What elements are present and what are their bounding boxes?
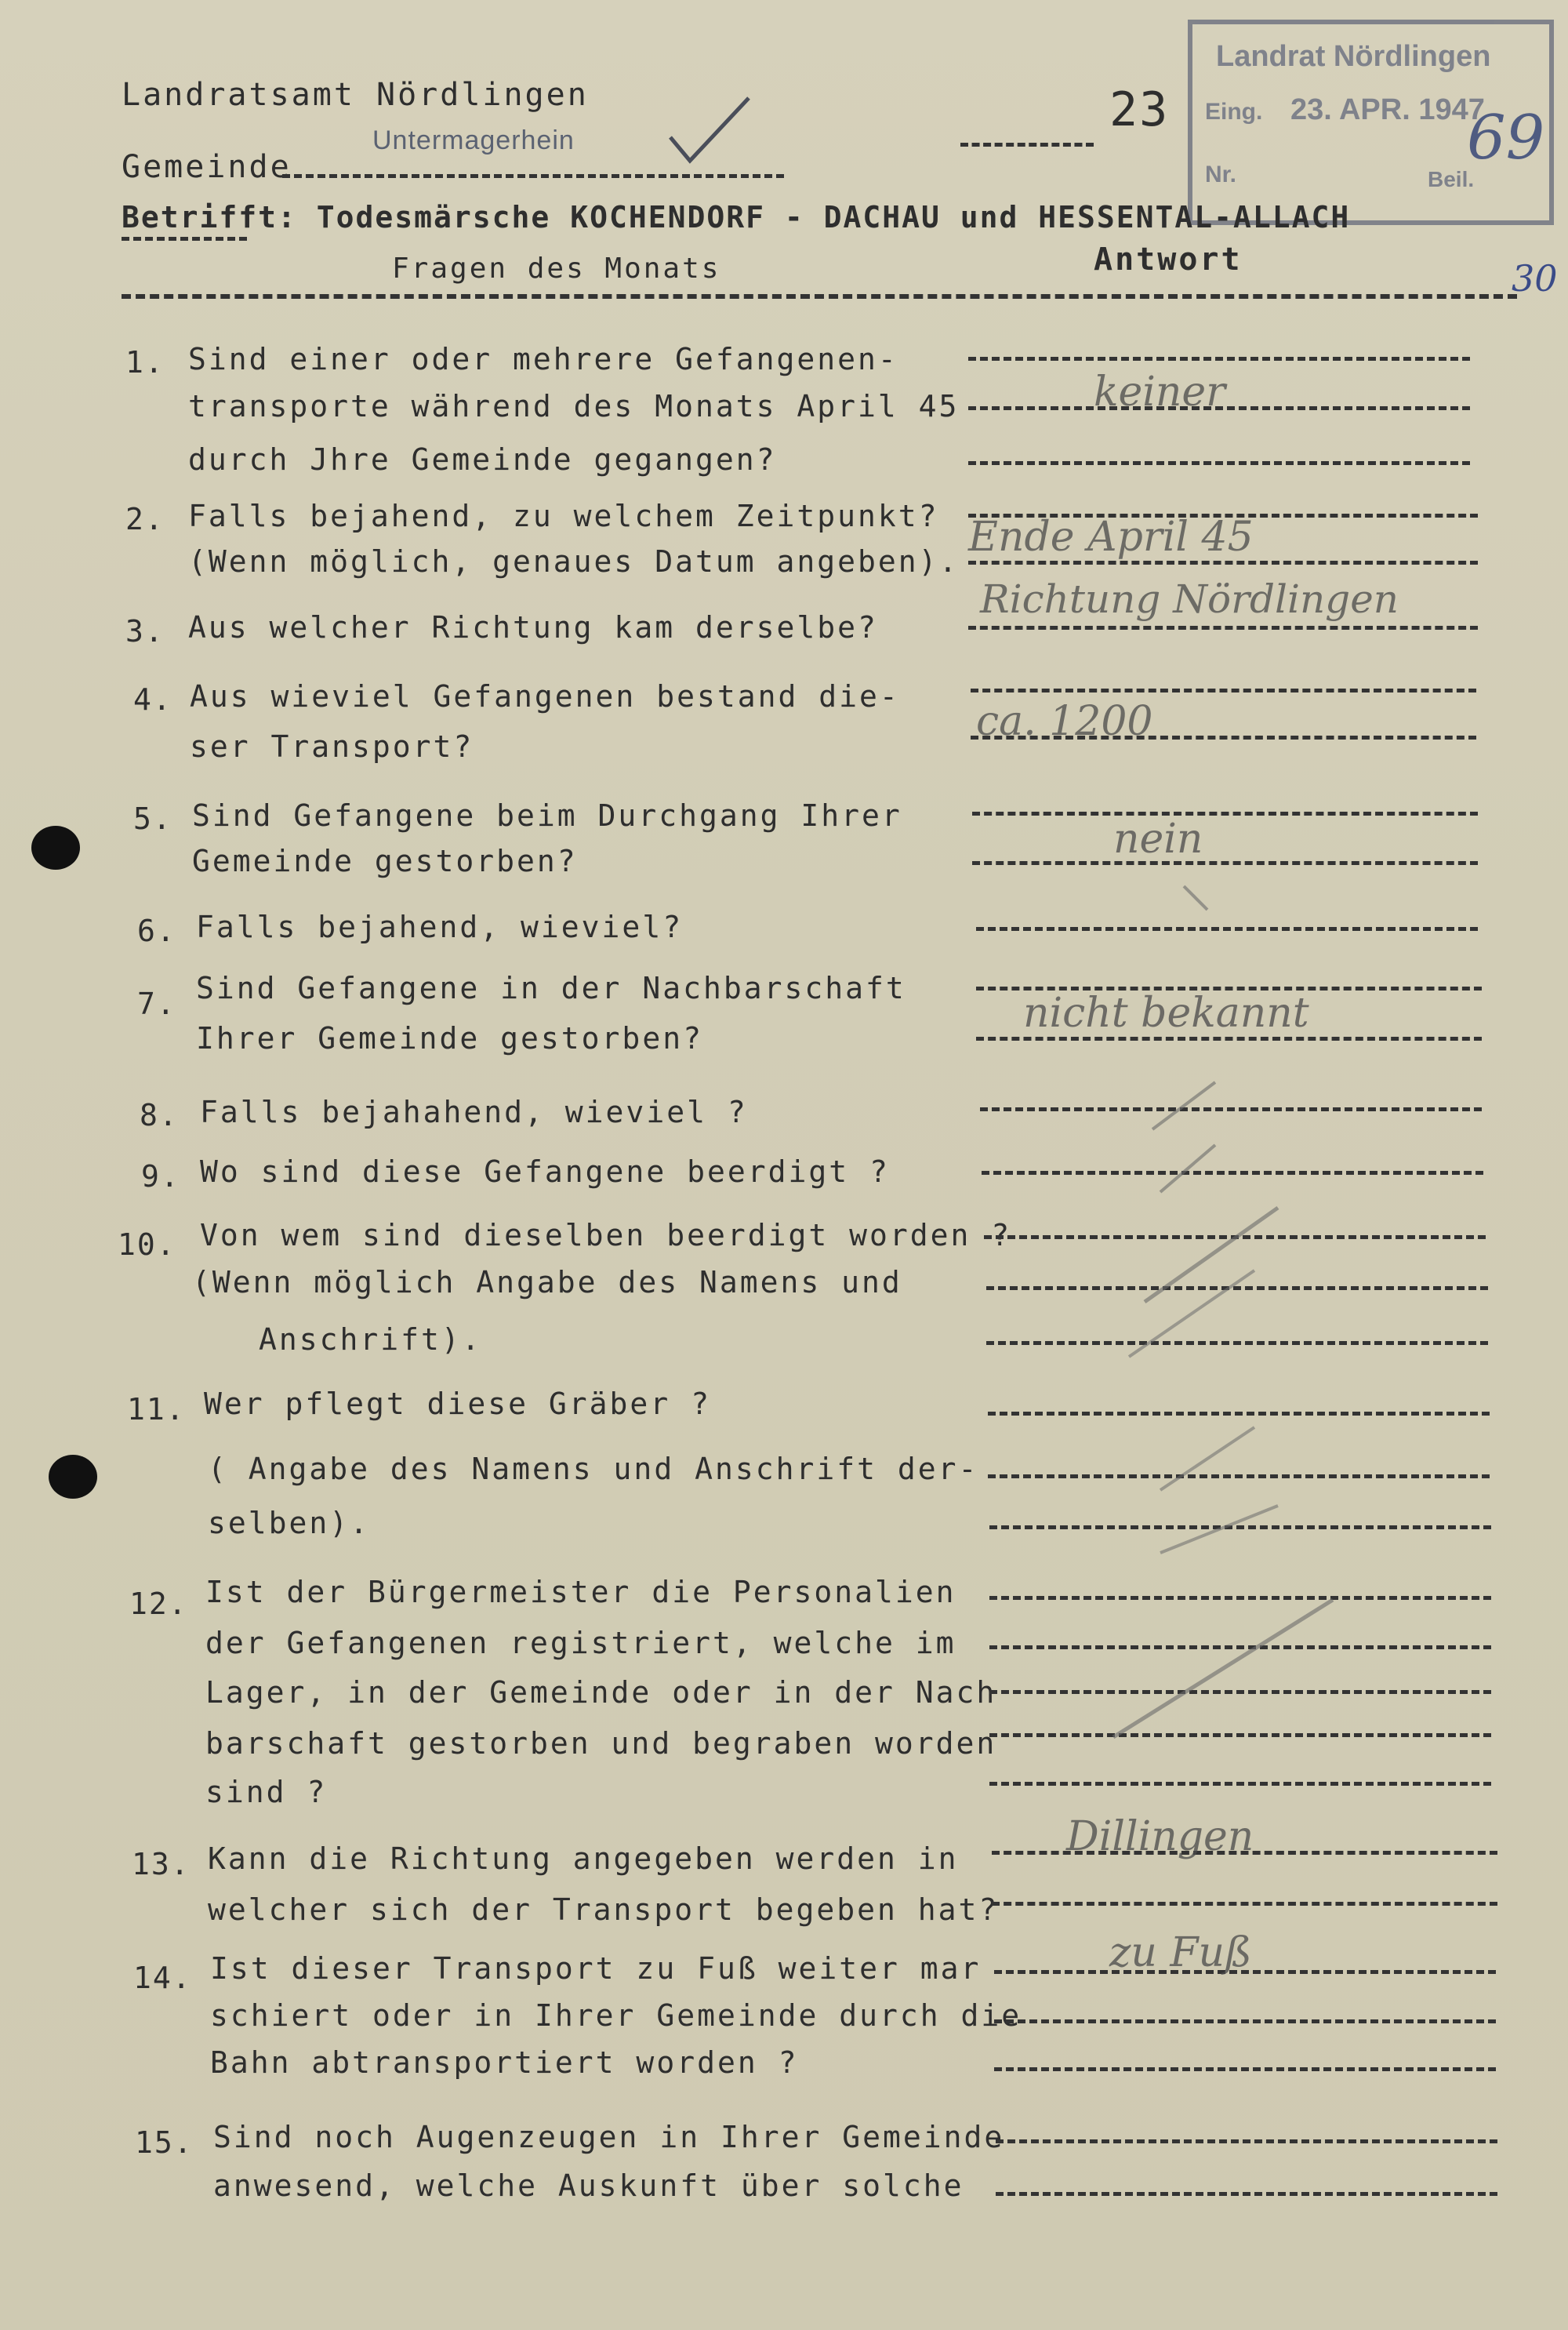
question-number-11: 11. (127, 1392, 186, 1427)
answer-line (996, 2139, 1497, 2143)
answer-2: Ende April 45 (968, 514, 1254, 561)
question-14-line-2: schiert oder in Ihrer Gemeinde durch die (210, 1998, 1022, 2033)
column-answer-header: Antwort (1094, 242, 1243, 278)
received-stamp (1188, 20, 1554, 225)
question-number-5: 5. (133, 802, 172, 836)
question-11-line-3: selben). (208, 1506, 371, 1540)
question-3-line-1: Aus welcher Richtung kam derselbe? (188, 610, 878, 645)
answer-line (972, 812, 1478, 816)
question-number-8: 8. (140, 1098, 179, 1132)
question-10-line-1: Von wem sind dieselben beerdigt worden ? (200, 1218, 1012, 1252)
answer-line (968, 626, 1478, 630)
punch-hole (31, 826, 80, 870)
question-5-line-2: Gemeinde gestorben? (192, 844, 578, 878)
question-number-3: 3. (125, 614, 165, 649)
question-4-line-2: ser Transport? (190, 729, 474, 764)
column-questions-header: Fragen des Monats (392, 253, 721, 285)
question-7-line-2: Ihrer Gemeinde gestorben? (196, 1021, 703, 1056)
answer-line (968, 561, 1478, 565)
question-number-14: 14. (133, 1961, 192, 1995)
subject-underline (122, 237, 247, 241)
question-number-13: 13. (132, 1847, 191, 1881)
question-15-line-1: Sind noch Augenzeugen in Ihrer Gemeinde (213, 2120, 1005, 2154)
question-12-line-3: Lager, in der Gemeinde oder in der Nach (205, 1675, 997, 1710)
margin-number: 30 (1512, 257, 1558, 300)
gemeinde-underline (282, 174, 784, 178)
stamp-beil-label: Beil. (1428, 167, 1475, 191)
question-13-line-2: welcher sich der Transport begeben hat? (208, 1892, 1000, 1927)
question-2-line-1: Falls bejahend, zu welchem Zeitpunkt? (188, 499, 939, 533)
question-number-9: 9. (141, 1159, 180, 1194)
question-14-line-3: Bahn abtransportiert worden ? (210, 2045, 799, 2080)
stamp-date: 23. APR. 1947 (1290, 93, 1485, 126)
question-number-6: 6. (137, 914, 176, 948)
answer-5: nein (1113, 816, 1203, 863)
question-number-10: 10. (118, 1227, 176, 1262)
question-11-line-2: ( Angabe des Namens und Anschrift der- (208, 1452, 979, 1486)
answer-14: zu Fuß (1109, 1929, 1252, 1976)
question-number-15: 15. (135, 2125, 194, 2160)
answer-3: Richtung Nördlingen (980, 576, 1399, 622)
question-10-line-2: (Wenn möglich Angabe des Namens und (192, 1265, 902, 1299)
gemeinde-value: Untermagerhein (372, 125, 575, 155)
question-8-line-1: Falls bejahahend, wieviel ? (200, 1095, 748, 1129)
gemeinde-label: Gemeinde (122, 149, 292, 185)
answer-7: nicht bekannt (1023, 990, 1309, 1037)
question-14-line-1: Ist dieser Transport zu Fuß weiter mar (210, 1951, 982, 1986)
pencil-slash-marks (1019, 863, 1490, 2042)
stamp-nr-label: Nr. (1205, 162, 1237, 187)
question-1-line-2: transporte während des Monats April 45 (188, 389, 960, 423)
stamp-eing-label: Eing. (1205, 99, 1263, 125)
office-name: Landratsamt Nördlingen (122, 77, 589, 113)
question-10-line-3: Anschrift). (259, 1322, 482, 1357)
answer-line (968, 357, 1470, 361)
question-12-line-1: Ist der Bürgermeister die Personalien (205, 1575, 956, 1609)
question-number-4: 4. (133, 682, 172, 717)
answer-line (968, 461, 1470, 465)
question-11-line-1: Wer pflegt diese Gräber ? (204, 1387, 711, 1421)
question-4-line-1: Aus wieviel Gefangenen bestand die- (190, 679, 900, 714)
question-7-line-1: Sind Gefangene in der Nachbarschaft (196, 971, 906, 1005)
columns-rule (122, 294, 1517, 299)
stamp-office: Landrat Nördlingen (1216, 40, 1491, 73)
question-12-line-2: der Gefangenen registriert, welche im (205, 1626, 956, 1660)
answer-line (996, 2192, 1497, 2196)
page-number: 23 (1109, 82, 1170, 137)
question-number-12: 12. (129, 1587, 188, 1621)
answer-13: Dillingen (1066, 1813, 1254, 1860)
question-15-line-2: anwesend, welche Auskunft über solche (213, 2168, 964, 2203)
question-6-line-1: Falls bejahend, wieviel? (196, 910, 684, 944)
answer-1: keiner (1094, 369, 1226, 416)
answer-line (971, 689, 1476, 692)
question-9-line-1: Wo sind diese Gefangene beerdigt ? (200, 1154, 890, 1189)
subject-line: Betrifft: Todesmärsche KOCHENDORF - DACHAU und HESSENTAL-ALLACH (122, 200, 1351, 234)
question-number-1: 1. (125, 345, 165, 380)
stamp-number: 69 (1467, 103, 1545, 173)
punch-hole (49, 1455, 97, 1499)
question-13-line-1: Kann die Richtung angegeben werden in (208, 1841, 959, 1876)
question-number-7: 7. (137, 987, 176, 1021)
question-12-line-5: sind ? (205, 1775, 328, 1809)
answer-line (994, 2067, 1496, 2071)
check-mark-icon (666, 94, 753, 168)
question-12-line-4: barschaft gestorben und begraben worden (205, 1726, 997, 1761)
question-5-line-1: Sind Gefangene beim Durchgang Ihrer (192, 798, 902, 833)
question-1-line-1: Sind einer oder mehrere Gefangenen- (188, 342, 898, 376)
question-number-2: 2. (125, 502, 165, 536)
header-dashes (960, 143, 1094, 147)
answer-4: ca. 1200 (976, 698, 1153, 745)
question-1-line-3: durch Jhre Gemeinde gegangen? (188, 442, 777, 477)
question-2-line-2: (Wenn möglich, genaues Datum angeben). (188, 544, 960, 579)
